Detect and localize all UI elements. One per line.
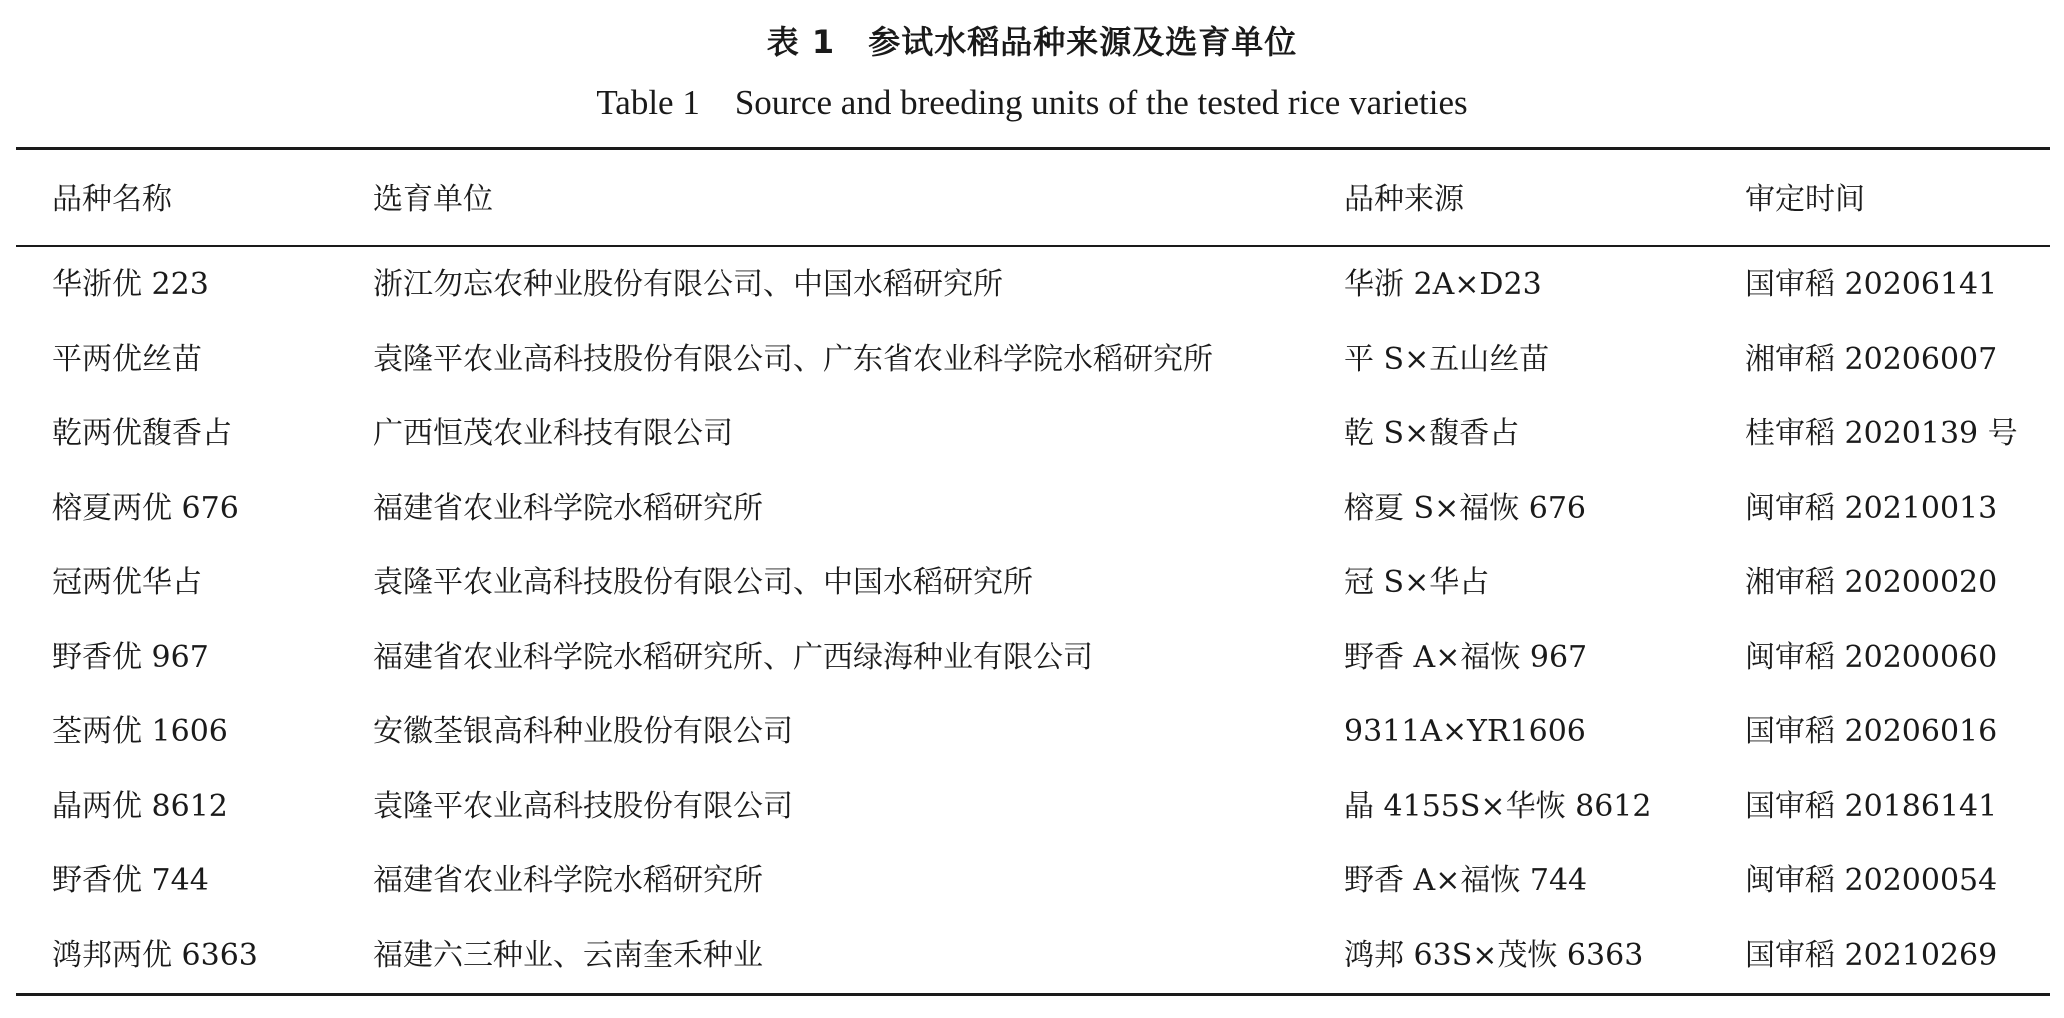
cell-approval-time: 闽审稻 20210013 bbox=[1745, 490, 1998, 526]
cell-breeding-unit: 福建六三种业、云南奎禾种业 bbox=[373, 937, 763, 973]
cell-variety-source: 9311A×YR1606 bbox=[1344, 714, 1586, 749]
table-header-row bbox=[0, 158, 2064, 232]
header-breeding-unit: 选育单位 bbox=[373, 182, 493, 217]
table-row bbox=[0, 472, 2064, 546]
cell-variety-source: 平 S×五山丝苗 bbox=[1344, 341, 1550, 377]
cell-approval-time: 闽审稻 20200060 bbox=[1745, 639, 1998, 675]
header-variety-name: 品种名称 bbox=[52, 182, 172, 217]
cell-variety-name: 平两优丝苗 bbox=[52, 341, 202, 377]
cell-variety-source: 榕夏 S×福恢 676 bbox=[1344, 490, 1587, 526]
cell-breeding-unit: 广西恒茂农业科技有限公司 bbox=[373, 416, 733, 451]
table-header-rule bbox=[16, 245, 2050, 247]
table-row bbox=[0, 248, 2064, 322]
cell-breeding-unit: 福建省农业科学院水稻研究所 bbox=[373, 863, 763, 898]
table-row bbox=[0, 397, 2064, 471]
cell-breeding-unit: 浙江勿忘农种业股份有限公司、中国水稻研究所 bbox=[373, 267, 1003, 302]
cell-breeding-unit: 福建省农业科学院水稻研究所 bbox=[373, 490, 763, 526]
cell-variety-name: 野香优 744 bbox=[52, 863, 209, 898]
cell-variety-name: 华浙优 223 bbox=[52, 267, 209, 302]
cell-variety-name: 乾两优馥香占 bbox=[52, 416, 232, 451]
cell-breeding-unit: 福建省农业科学院水稻研究所、广西绿海种业有限公司 bbox=[373, 639, 1093, 675]
cell-approval-time: 国审稻 20186141 bbox=[1745, 788, 1998, 824]
cell-variety-name: 野香优 967 bbox=[52, 639, 209, 675]
cell-approval-time: 国审稻 20206016 bbox=[1745, 714, 1998, 749]
cell-breeding-unit: 安徽荃银高科种业股份有限公司 bbox=[373, 714, 793, 749]
cell-variety-source: 乾 S×馥香占 bbox=[1344, 416, 1520, 451]
table-top-rule bbox=[16, 147, 2050, 150]
cell-approval-time: 闽审稻 20200054 bbox=[1745, 863, 1998, 898]
cell-approval-time: 国审稻 20210269 bbox=[1745, 937, 1998, 973]
cell-variety-name: 荃两优 1606 bbox=[52, 714, 228, 749]
cell-breeding-unit: 袁隆平农业高科技股份有限公司、中国水稻研究所 bbox=[373, 565, 1033, 600]
cell-breeding-unit: 袁隆平农业高科技股份有限公司 bbox=[373, 788, 793, 824]
table-row bbox=[0, 323, 2064, 397]
cell-variety-source: 晶 4155S×华恢 8612 bbox=[1344, 788, 1652, 824]
header-approval-time: 审定时间 bbox=[1745, 182, 1865, 217]
table-row bbox=[0, 546, 2064, 620]
cell-variety-name: 晶两优 8612 bbox=[52, 788, 228, 824]
cell-variety-source: 野香 A×福恢 967 bbox=[1344, 639, 1588, 675]
cell-variety-source: 华浙 2A×D23 bbox=[1344, 267, 1542, 302]
header-variety-source: 品种来源 bbox=[1344, 182, 1464, 217]
table-row bbox=[0, 695, 2064, 769]
cell-variety-source: 野香 A×福恢 744 bbox=[1344, 863, 1588, 898]
cell-variety-name: 榕夏两优 676 bbox=[52, 490, 239, 526]
cell-approval-time: 湘审稻 20206007 bbox=[1745, 341, 1998, 377]
table-bottom-rule bbox=[16, 993, 2050, 996]
cell-approval-time: 桂审稻 2020139 号 bbox=[1745, 416, 2018, 451]
table-row bbox=[0, 919, 2064, 993]
cell-variety-source: 冠 S×华占 bbox=[1344, 565, 1490, 600]
cell-variety-source: 鸿邦 63S×茂恢 6363 bbox=[1344, 937, 1644, 973]
cell-breeding-unit: 袁隆平农业高科技股份有限公司、广东省农业科学院水稻研究所 bbox=[373, 341, 1213, 377]
cell-variety-name: 鸿邦两优 6363 bbox=[52, 937, 258, 973]
table-row bbox=[0, 844, 2064, 918]
table-title-english: Table 1 Source and breeding units of the tested rice varieties bbox=[596, 83, 1468, 122]
table-row bbox=[0, 770, 2064, 844]
table-title-chinese: 表 1 参试水稻品种来源及选育单位 bbox=[766, 23, 1298, 61]
cell-approval-time: 湘审稻 20200020 bbox=[1745, 565, 1998, 600]
cell-approval-time: 国审稻 20206141 bbox=[1745, 267, 1998, 302]
cell-variety-name: 冠两优华占 bbox=[52, 565, 202, 600]
table-row bbox=[0, 621, 2064, 695]
